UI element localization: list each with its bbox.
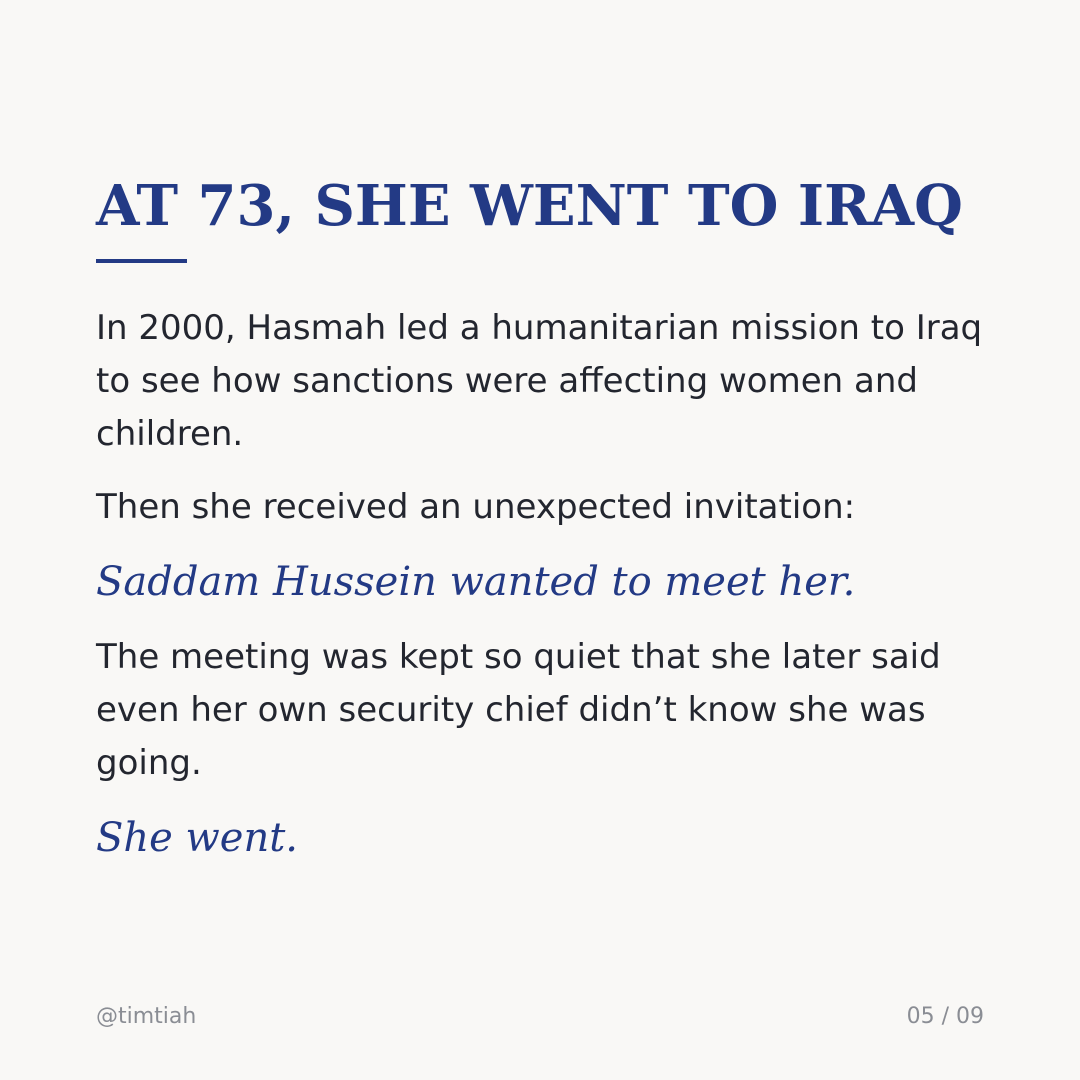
title-underline <box>96 259 187 263</box>
emphasis-she-went: She went. <box>96 815 299 861</box>
slide-content <box>96 0 996 1080</box>
paragraph-mission: In 2000, Hasmah led a humanitarian mission to Iraq to see how sanctions were affecting women and children. <box>96 308 983 454</box>
emphasis-quote-saddam: Saddam Hussein wanted to meet her. <box>96 559 856 605</box>
author-handle: @timtiah <box>96 1004 197 1029</box>
page-indicator: 05 / 09 <box>906 1004 984 1029</box>
paragraph-secret-meeting: The meeting was kept so quiet that she later said even her own security chief didn’t know she was going. <box>96 637 941 783</box>
slide-title: AT 73, SHE WENT TO IRAQ <box>96 173 963 239</box>
paragraph-invitation: Then she received an unexpected invitation: <box>96 487 856 527</box>
